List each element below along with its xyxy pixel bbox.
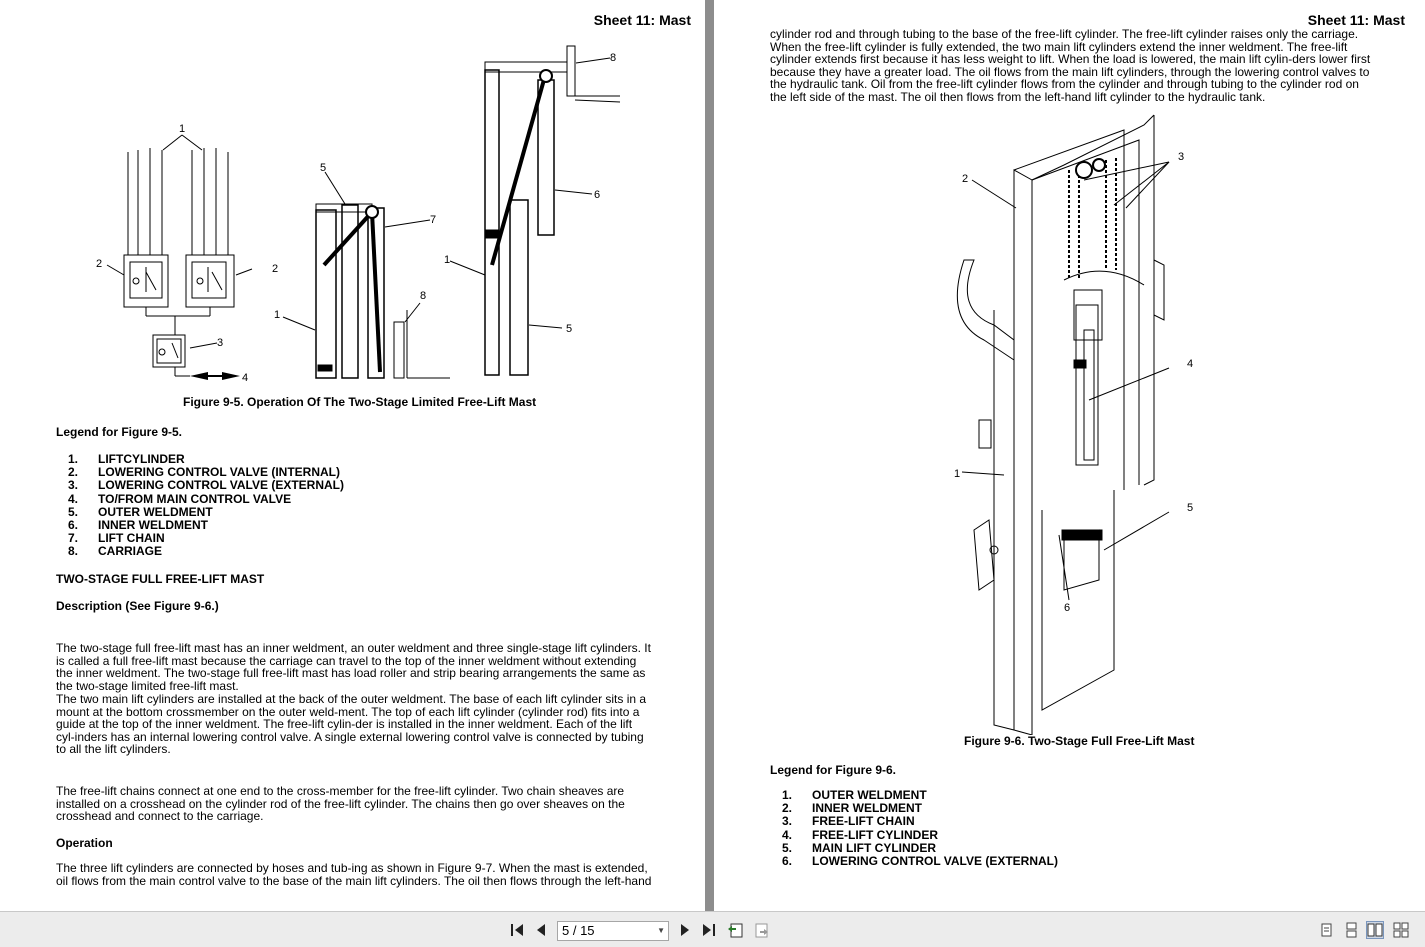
paragraph: The two-stage full free-lift mast has an inner weldment, an outer weldment and three single-stage lift cylinders. It is called a full free-lift mast because the carriage can travel to the top of the inner weldment without extending the inner weldment. The two-stage full free-lift mast has load roller and strip bearing arrangements the same as the two-stage limited free-lift mast. bbox=[56, 641, 651, 693]
continuous-facing-icon[interactable] bbox=[1392, 921, 1410, 939]
right-page bbox=[714, 0, 1425, 911]
legend-list bbox=[56, 453, 344, 559]
figure-9-6-drawing bbox=[944, 110, 1204, 735]
callout: 3 bbox=[217, 337, 224, 349]
callout: 2 bbox=[96, 258, 103, 270]
legend-item: 5. OUTER WELDMENT bbox=[67, 504, 213, 519]
legend-item: 6. LOWERING CONTROL VALVE (EXTERNAL) bbox=[781, 854, 1058, 869]
paragraph: cylinder rod and through tubing to the base of the free-lift cylinder. The free-lift cylinder raises only the carriage. When the free-lift cylinder is fully extended, the two main lift cylinders extend the inner weldment. The free-lift cylinder extends first because it has less weight to lift. When the load is lowered, the main lift cylin-ders lower first because they have a greater load. The oil flows from the main lift cylinders, through the lowering control valves to the hydraulic tank. Oil from the free-lift cylinder flows from the cylinder and through tubing to the cylinder rod on the left side of the mast. The oil then flows from the left-hand lift cylinder to the hydraulic tank. bbox=[770, 27, 1371, 104]
next-view-icon[interactable] bbox=[752, 921, 770, 939]
paragraph: The two main lift cylinders are installed at the back of the outer weldment. The base of each lift cylinder sits in a mount at the bottom crossmember on the outer weld-ment. The top of each lift cylinder (cylinder rod) fits into a guide at the top of the inner weldment. The free-lift cylin-der is installed in the inner weldment. Each of the lift cyl-inders has an internal lowering control valve. A single external lowering control valve is connected by tubing to all the lift cylinders. bbox=[56, 692, 647, 757]
first-page-icon[interactable] bbox=[508, 921, 526, 939]
legend-item: 3. FREE-LIFT CHAIN bbox=[781, 814, 915, 829]
legend-heading: Legend for Figure 9-5. bbox=[56, 425, 183, 439]
chevron-down-icon: ▼ bbox=[657, 926, 665, 935]
legend-item: 1. OUTER WELDMENT bbox=[781, 788, 927, 802]
legend-item: 4. TO/FROM MAIN CONTROL VALVE bbox=[67, 491, 292, 506]
callout: 6 bbox=[594, 189, 601, 201]
legend-heading: Legend for Figure 9-6. bbox=[770, 763, 897, 777]
sheet-title: Sheet 11: Mast bbox=[593, 12, 691, 28]
figure-caption: Figure 9-5. Operation Of The Two-Stage Limited Free-Lift Mast bbox=[183, 395, 537, 409]
facing-icon[interactable] bbox=[1366, 921, 1384, 939]
callout: 8 bbox=[420, 290, 427, 302]
description-heading: Description (See Figure 9-6.) bbox=[56, 599, 219, 613]
legend-item: 1. LIFTCYLINDER bbox=[67, 452, 185, 466]
legend-list bbox=[770, 789, 1058, 868]
callout: 7 bbox=[430, 214, 437, 226]
callout: 6 bbox=[1064, 602, 1071, 614]
callout: 2 bbox=[962, 173, 969, 185]
figure-caption: Figure 9-6. Two-Stage Full Free-Lift Mast bbox=[964, 734, 1195, 748]
figure-9-5-diagram bbox=[80, 40, 660, 390]
paragraph: The three lift cylinders are connected by hoses and tub-ing as shown in Figure 9-7. When the mast is extended, oil flows from the main control valve to the base of the main lift cylinders. The oil then flows through the left-hand bbox=[56, 861, 652, 888]
callout: 1 bbox=[274, 309, 281, 321]
callout: 4 bbox=[242, 372, 249, 384]
legend-item: 4. FREE-LIFT CYLINDER bbox=[781, 827, 938, 842]
single-page-icon[interactable] bbox=[1317, 921, 1335, 939]
callout: 3 bbox=[1178, 151, 1185, 163]
callout: 5 bbox=[320, 162, 327, 174]
callout: 1 bbox=[954, 468, 961, 480]
callout: 5 bbox=[566, 323, 573, 335]
previous-page-icon[interactable] bbox=[532, 921, 550, 939]
callout: 8 bbox=[610, 52, 617, 64]
viewer-toolbar bbox=[0, 911, 1425, 947]
left-page bbox=[0, 0, 705, 911]
continuous-icon[interactable] bbox=[1342, 921, 1360, 939]
legend-item: 6. INNER WELDMENT bbox=[67, 518, 208, 533]
callout: 5 bbox=[1187, 502, 1194, 514]
legend-item: 3. LOWERING CONTROL VALVE (EXTERNAL) bbox=[67, 478, 344, 493]
next-page-icon[interactable] bbox=[676, 921, 694, 939]
callout: 2 bbox=[272, 263, 279, 275]
legend-item: 2. INNER WELDMENT bbox=[781, 801, 922, 816]
legend-item: 2. LOWERING CONTROL VALVE (INTERNAL) bbox=[67, 465, 340, 480]
previous-view-icon[interactable] bbox=[727, 921, 745, 939]
legend-item: 8. CARRIAGE bbox=[67, 544, 163, 559]
operation-heading: Operation bbox=[56, 836, 113, 850]
callout: 1 bbox=[179, 123, 186, 135]
legend-item: 5. MAIN LIFT CYLINDER bbox=[781, 840, 936, 855]
page-number-input[interactable]: 5 / 15 ▼ bbox=[557, 921, 669, 941]
callout: 1 bbox=[444, 254, 451, 266]
last-page-icon[interactable] bbox=[700, 921, 718, 939]
paragraph: The free-lift chains connect at one end to the cross-member for the free-lift cylinder. Two chain sheaves are installed on a crosshead on the cylinder rod of the free-lift cylinder. The chains then go over sheaves on the crosshead and connect to the carriage. bbox=[56, 784, 625, 824]
legend-item: 7. LIFT CHAIN bbox=[67, 531, 165, 546]
callout: 4 bbox=[1187, 358, 1194, 370]
section-heading: TWO-STAGE FULL FREE-LIFT MAST bbox=[56, 572, 265, 586]
sheet-title: Sheet 11: Mast bbox=[1307, 12, 1405, 28]
